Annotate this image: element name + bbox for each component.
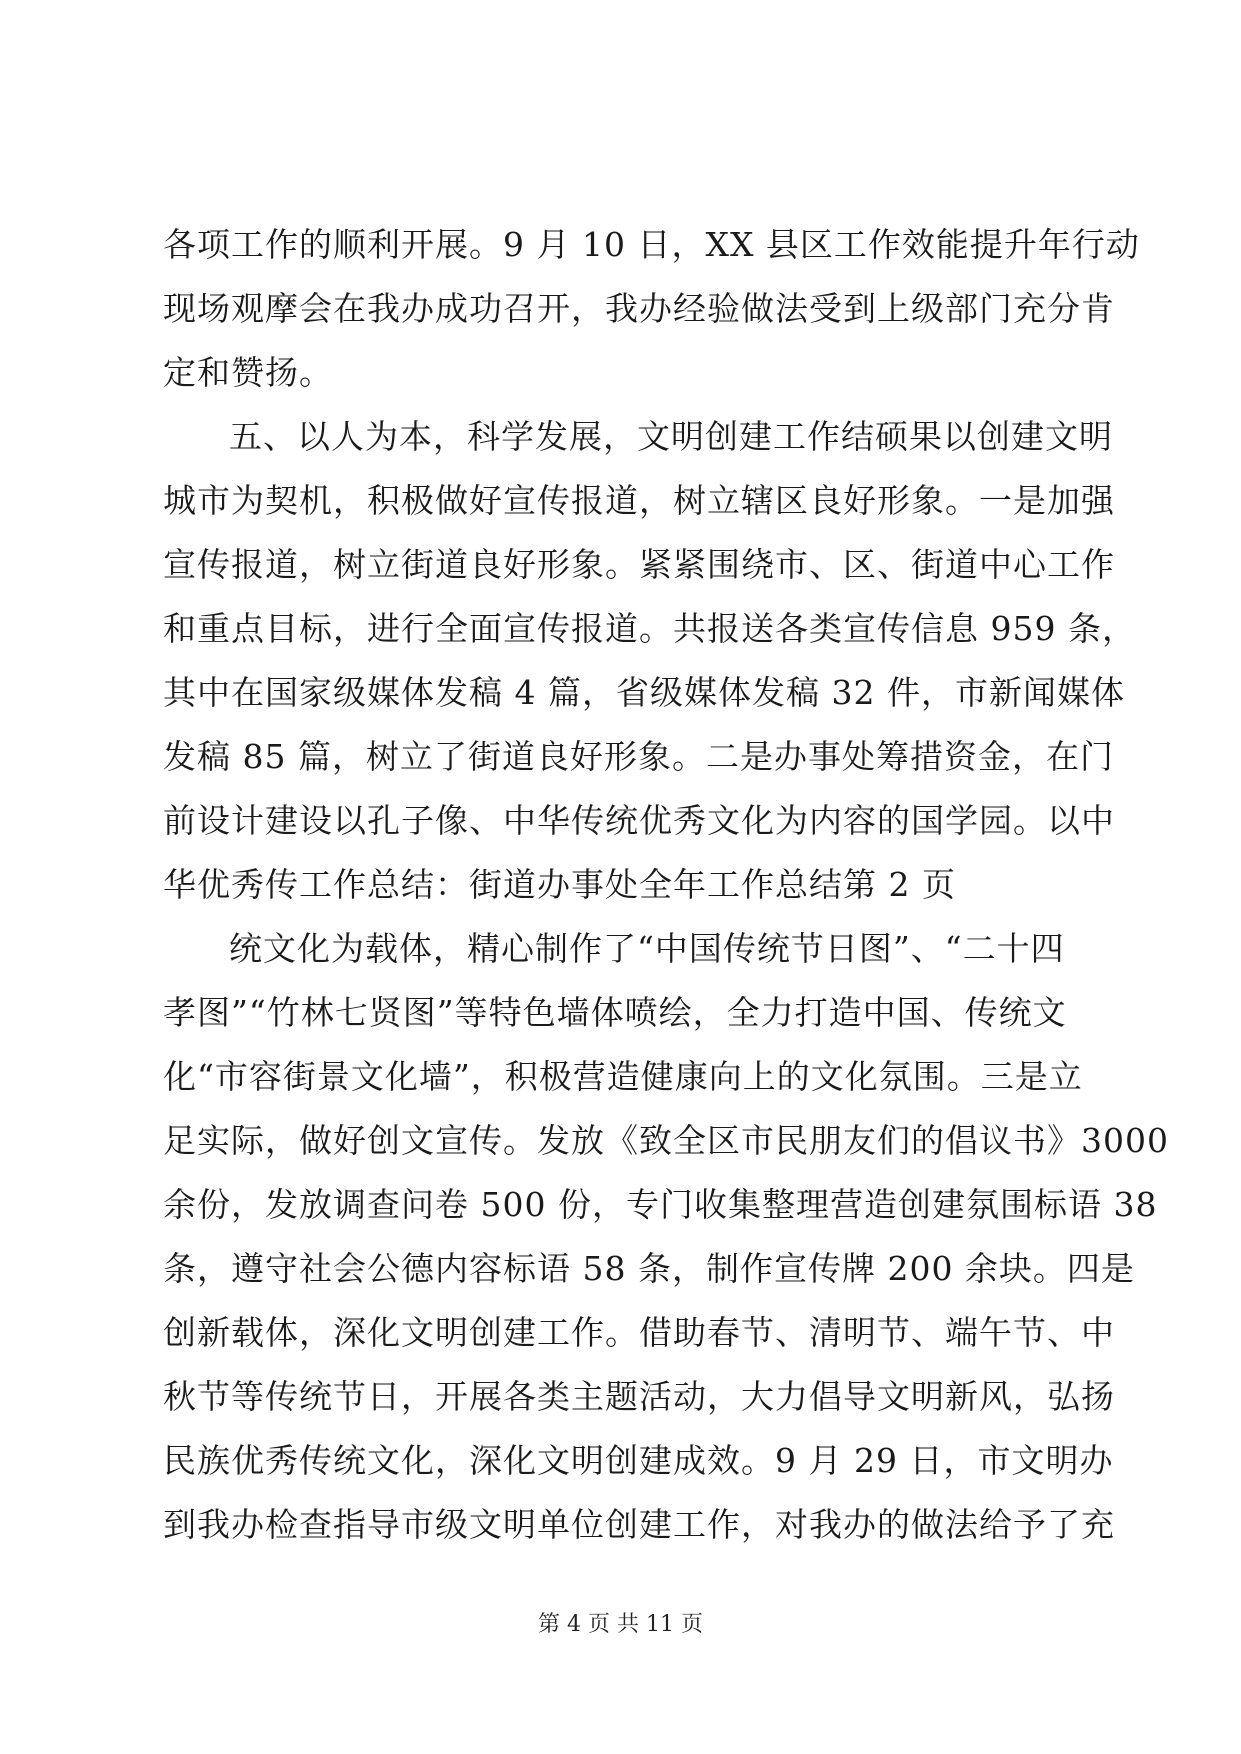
text-line: 孝图”“竹林七贤图”等特色墙体喷绘，全力打造中国、传统文 <box>163 993 1067 1032</box>
text-line: 定和赞扬。 <box>163 353 333 392</box>
text-line: 各项工作的顺利开展。9 月 10 日，XX 县区工作效能提升年行动 <box>163 225 1140 264</box>
text-line: 前设计建设以孔子像、中华传统优秀文化为内容的国学园。以中 <box>163 801 1115 840</box>
paragraph-start-line: 五、以人为本，科学发展，文明创建工作结硕果以创建文明 <box>229 417 1113 456</box>
page-number-footer: 第 4 页 共 11 页 <box>538 1612 703 1637</box>
text-line: 秋节等传统节日，开展各类主题活动，大力倡导文明新风，弘扬 <box>163 1377 1115 1416</box>
text-line: 足实际，做好创文宣传。发放《致全区市民朋友们的倡议书》3000 <box>163 1121 1169 1160</box>
text-line: 现场观摩会在我办成功召开，我办经验做法受到上级部门充分肯 <box>163 289 1115 328</box>
text-line: 化“市容街景文化墙”，积极营造健康向上的文化氛围。三是立 <box>163 1057 1083 1096</box>
text-line: 和重点目标，进行全面宣传报道。共报送各类宣传信息 959 条， <box>163 609 1136 648</box>
document-body <box>163 225 1169 1572</box>
text-line: 余份，发放调查问卷 500 份，专门收集整理营造创建氛围标语 38 <box>163 1185 1158 1224</box>
paragraph-start-line: 统文化为载体，精心制作了“中国传统节日图”、“二十四 <box>229 929 1065 968</box>
text-line: 条，遵守社会公德内容标语 58 条，制作宣传牌 200 余块。四是 <box>163 1249 1135 1288</box>
text-line: 华优秀传工作总结：街道办事处全年工作总结第 2 页 <box>163 865 956 904</box>
text-line: 城市为契机，积极做好宣传报道，树立辖区良好形象。一是加强 <box>163 481 1115 520</box>
text-line: 到我办检查指导市级文明单位创建工作，对我办的做法给予了充 <box>163 1505 1115 1544</box>
text-line: 创新载体，深化文明创建工作。借助春节、清明节、端午节、中 <box>163 1313 1115 1352</box>
text-line: 民族优秀传统文化，深化文明创建成效。9 月 29 日，市文明办 <box>163 1441 1114 1480</box>
text-line: 其中在国家级媒体发稿 4 篇，省级媒体发稿 32 件，市新闻媒体 <box>163 673 1125 712</box>
text-line: 宣传报道，树立街道良好形象。紧紧围绕市、区、街道中心工作 <box>163 545 1115 584</box>
text-line: 发稿 85 篇，树立了街道良好形象。二是办事处筹措资金，在门 <box>163 737 1114 776</box>
